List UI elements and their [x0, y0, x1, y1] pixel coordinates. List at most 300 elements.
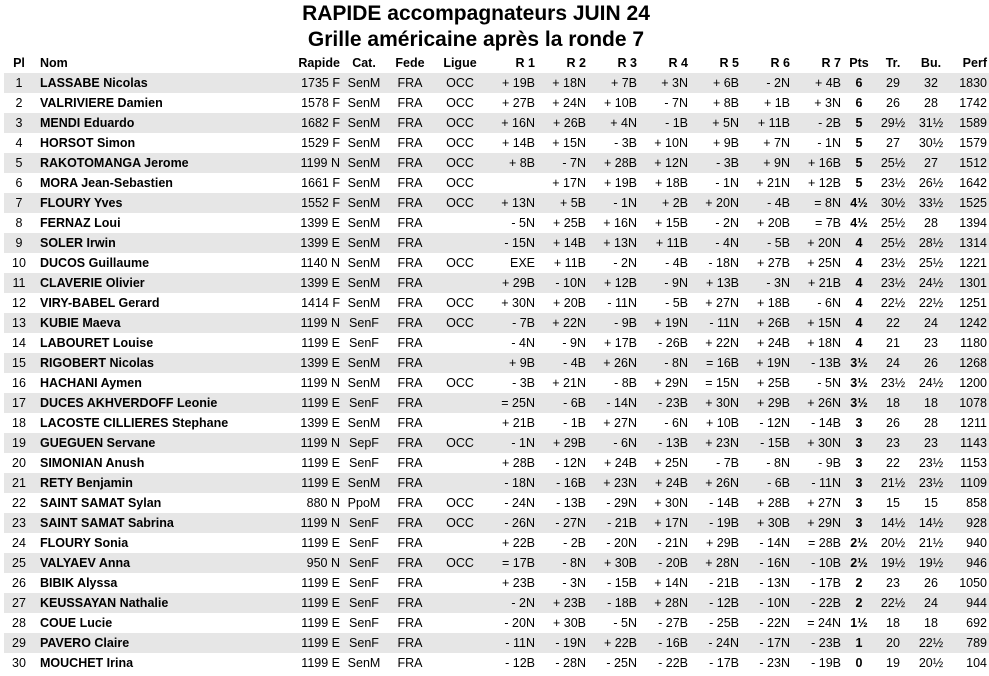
- round-7-cell: - 10B: [792, 553, 843, 573]
- tiebreak-tr-cell: 14½: [875, 513, 911, 533]
- round-2-cell: - 3N: [562, 576, 586, 590]
- rating-cell: 880 N: [306, 496, 340, 510]
- table-row: [4, 213, 989, 233]
- table-row: [4, 273, 989, 293]
- category-cell: SenM: [342, 273, 386, 293]
- round-6-cell: + 30B: [741, 513, 792, 533]
- federation-cell: FRA: [386, 193, 434, 213]
- category-cell: SenF: [349, 456, 379, 470]
- round-4-cell: + 30N: [654, 496, 688, 510]
- points-value: 1½: [850, 616, 868, 630]
- round-3-cell: + 4N: [588, 113, 639, 133]
- points-cell: [843, 653, 875, 673]
- rating-cell: 1199 E: [301, 456, 340, 470]
- round-3-cell: - 20N: [606, 536, 637, 550]
- federation-cell: FRA: [397, 96, 423, 110]
- round-2-cell: - 8N: [537, 553, 588, 573]
- federation-cell: FRA: [397, 416, 423, 430]
- round-1-cell: - 12B: [505, 656, 535, 670]
- player-name-cell: SOLER Irwin: [34, 233, 282, 253]
- table-row: [4, 633, 989, 653]
- round-3-cell: + 30B: [588, 553, 639, 573]
- tiebreak-tr-cell: 20: [875, 633, 911, 653]
- points-value: 3: [855, 496, 863, 510]
- tiebreak-tr-cell: 18: [875, 393, 911, 413]
- rating-cell: 1199 E: [282, 393, 342, 413]
- tiebreak-tr-cell: 30½: [875, 193, 911, 213]
- header-r5: R 5: [719, 56, 739, 70]
- table-row: [4, 133, 989, 153]
- rating-cell: 1399 E: [300, 416, 340, 430]
- round-4-cell: - 4B: [665, 256, 688, 270]
- round-6-cell: - 23N: [759, 656, 790, 670]
- round-4-cell: + 25N: [654, 456, 688, 470]
- table-row: [4, 553, 989, 573]
- rank-cell: 17: [4, 393, 34, 413]
- league-cell: [434, 573, 486, 593]
- rank-cell: 19: [4, 433, 34, 453]
- round-1-cell: = 17B: [486, 553, 537, 573]
- header-perf: Perf: [962, 56, 987, 70]
- table-row: [4, 193, 989, 213]
- league-cell: [434, 213, 486, 233]
- performance-cell: 1221: [959, 256, 987, 270]
- rank-cell: 3: [4, 113, 34, 133]
- round-2-cell: + 15N: [552, 136, 586, 150]
- round-6-cell: - 8N: [766, 456, 790, 470]
- points-cell: [843, 493, 875, 513]
- player-name-cell: DUCES AKHVERDOFF Leonie: [34, 393, 282, 413]
- player-name-cell: GUEGUEN Servane: [34, 433, 282, 453]
- header-r3: R 3: [617, 56, 637, 70]
- round-6-cell: + 19N: [741, 353, 792, 373]
- rank-cell: 21: [4, 473, 34, 493]
- rank-cell: 14: [12, 336, 26, 350]
- header-pl: Pl: [13, 56, 25, 70]
- rank-cell: 25: [4, 553, 34, 573]
- league-cell: OCC: [446, 96, 474, 110]
- round-2-cell: - 4B: [537, 353, 588, 373]
- round-3-cell: - 3B: [614, 136, 637, 150]
- round-4-cell: - 1B: [639, 113, 690, 133]
- points-value: 3½: [850, 376, 868, 390]
- round-2-cell: - 16B: [537, 473, 588, 493]
- tiebreak-tr-cell: 29½: [875, 113, 911, 133]
- round-7-cell: - 17B: [811, 576, 841, 590]
- round-2-cell: + 29B: [537, 433, 588, 453]
- performance-cell: 1211: [960, 416, 987, 430]
- tiebreak-tr-cell: 23½: [875, 273, 911, 293]
- round-4-cell: + 24B: [639, 473, 690, 493]
- points-cell: [843, 193, 875, 213]
- category-cell: SenM: [342, 233, 386, 253]
- player-name-cell: BIBIK Alyssa: [40, 576, 118, 590]
- round-7-cell: = 28B: [807, 536, 841, 550]
- tiebreak-bu-cell: 23: [924, 336, 938, 350]
- player-name-cell: RETY Benjamin: [34, 473, 282, 493]
- round-6-cell: + 18B: [756, 296, 790, 310]
- round-7-cell: = 8N: [792, 193, 843, 213]
- league-cell: OCC: [434, 193, 486, 213]
- rating-cell: 1199 N: [282, 313, 342, 333]
- round-5-cell: - 21B: [709, 576, 739, 590]
- header-ligue: Ligue: [443, 56, 477, 70]
- tiebreak-bu-cell: 23½: [911, 473, 951, 493]
- tiebreak-tr-cell: 23: [886, 576, 900, 590]
- rating-cell: 1399 E: [282, 353, 342, 373]
- points-cell: [843, 353, 875, 373]
- federation-cell: FRA: [386, 633, 434, 653]
- round-3-cell: + 27N: [603, 416, 637, 430]
- round-1-cell: + 30N: [501, 296, 535, 310]
- round-6-cell: - 22N: [759, 616, 790, 630]
- player-name-cell: VALYAEV Anna: [34, 553, 282, 573]
- round-2-cell: - 2B: [563, 536, 586, 550]
- round-4-cell: - 6N: [664, 416, 688, 430]
- round-5-cell: + 30N: [690, 393, 741, 413]
- points-cell: [843, 513, 875, 533]
- table-row: [4, 513, 989, 533]
- performance-cell: 1242: [951, 313, 989, 333]
- round-7-cell: = 7B: [814, 216, 841, 230]
- points-cell: [843, 233, 875, 253]
- table-row: [4, 653, 989, 673]
- player-name-cell: VIRY-BABEL Gerard: [40, 296, 160, 310]
- round-3-cell: - 21B: [588, 513, 639, 533]
- round-2-cell: + 22N: [537, 313, 588, 333]
- federation-cell: FRA: [397, 176, 423, 190]
- round-3-cell: - 1N: [588, 193, 639, 213]
- round-4-cell: - 5B: [665, 296, 688, 310]
- round-2-cell: - 7N: [537, 153, 588, 173]
- league-cell: [434, 473, 486, 493]
- round-6-cell: + 1B: [763, 96, 790, 110]
- player-name-cell: CLAVERIE Olivier: [34, 273, 282, 293]
- round-7-cell: = 24N: [807, 616, 841, 630]
- round-7-cell: - 14B: [811, 416, 841, 430]
- round-3-cell: - 2N: [613, 256, 637, 270]
- federation-cell: FRA: [386, 393, 434, 413]
- round-5-cell: + 13B: [690, 273, 741, 293]
- tiebreak-tr-cell: 23½: [880, 376, 906, 390]
- round-5-cell: + 8B: [712, 96, 739, 110]
- round-7-cell: + 26N: [792, 393, 843, 413]
- round-5-cell: + 10B: [705, 416, 739, 430]
- league-cell: OCC: [434, 313, 486, 333]
- rank-cell: 4: [15, 136, 23, 150]
- round-4-cell: + 15B: [654, 216, 688, 230]
- rank-cell: 8: [15, 216, 23, 230]
- rating-cell: 1399 E: [282, 233, 342, 253]
- round-6-cell: - 2N: [741, 73, 792, 93]
- tiebreak-bu-cell: 30½: [918, 136, 944, 150]
- category-cell: SenM: [342, 353, 386, 373]
- rating-cell: 1199 E: [282, 593, 342, 613]
- tiebreak-bu-cell: 23: [911, 433, 951, 453]
- tiebreak-bu-cell: 19½: [911, 553, 951, 573]
- performance-cell: 789: [951, 633, 989, 653]
- points-value: 4: [855, 256, 863, 270]
- category-cell: SenM: [347, 656, 381, 670]
- tiebreak-tr-cell: 25½: [875, 233, 911, 253]
- round-7-cell: + 16B: [792, 153, 843, 173]
- tiebreak-bu-cell: 15: [924, 496, 938, 510]
- round-3-cell: - 9B: [588, 313, 639, 333]
- player-name-cell: MENDI Eduardo: [34, 113, 282, 133]
- federation-cell: FRA: [397, 376, 423, 390]
- rank-cell: 7: [4, 193, 34, 213]
- performance-cell: 1830: [951, 73, 989, 93]
- league-cell: OCC: [434, 513, 486, 533]
- league-cell: OCC: [446, 176, 474, 190]
- round-1-cell: + 19B: [486, 73, 537, 93]
- points-value: 3: [855, 436, 863, 450]
- round-1-cell: + 23B: [501, 576, 535, 590]
- points-cell: [843, 553, 875, 573]
- points-value: 2½: [850, 556, 868, 570]
- round-7-cell: - 5N: [817, 376, 841, 390]
- category-cell: SenM: [347, 376, 381, 390]
- round-3-cell: - 6N: [588, 433, 639, 453]
- round-1-cell: + 14B: [501, 136, 535, 150]
- points-value: 4: [855, 316, 863, 330]
- rank-cell: 15: [4, 353, 34, 373]
- league-cell: OCC: [446, 256, 474, 270]
- player-name-cell: LABOURET Louise: [40, 336, 154, 350]
- round-4-cell: + 19N: [639, 313, 690, 333]
- points-value: 2½: [850, 536, 868, 550]
- round-6-cell: - 3N: [741, 273, 792, 293]
- round-7-cell: + 12B: [807, 176, 841, 190]
- round-4-cell: - 21N: [657, 536, 688, 550]
- header-r1: R 1: [515, 56, 535, 70]
- round-4-cell: + 17N: [639, 513, 690, 533]
- round-1-cell: + 16N: [486, 113, 537, 133]
- category-cell: SenM: [347, 136, 381, 150]
- round-3-cell: + 26N: [588, 353, 639, 373]
- tiebreak-bu-cell: 28: [924, 216, 938, 230]
- tiebreak-bu-cell: 21½: [918, 536, 944, 550]
- round-4-cell: + 29N: [654, 376, 688, 390]
- points-cell: [843, 413, 875, 433]
- round-2-cell: - 28N: [555, 656, 586, 670]
- round-5-cell: - 25B: [709, 616, 739, 630]
- table-row: [4, 453, 989, 473]
- category-cell: SenF: [342, 593, 386, 613]
- points-value: 4: [855, 336, 863, 350]
- round-1-cell: - 2N: [486, 593, 537, 613]
- round-1-cell: + 27B: [501, 96, 535, 110]
- round-1-cell: - 26N: [486, 513, 537, 533]
- rating-cell: 1735 F: [282, 73, 342, 93]
- performance-cell: 1268: [951, 353, 989, 373]
- points-cell: [843, 613, 875, 633]
- points-value: 4½: [850, 196, 868, 210]
- points-cell: [843, 113, 875, 133]
- round-7-cell: + 29N: [792, 513, 843, 533]
- round-6-cell: - 5B: [741, 233, 792, 253]
- round-6-cell: - 10N: [741, 593, 792, 613]
- points-cell: [843, 453, 875, 473]
- round-2-cell: + 14B: [537, 233, 588, 253]
- tiebreak-bu-cell: 25½: [918, 256, 944, 270]
- table-row: [4, 613, 989, 633]
- player-name-cell: LACOSTE CILLIERES Stephane: [40, 416, 229, 430]
- tiebreak-tr-cell: 25½: [875, 153, 911, 173]
- round-5-cell: + 28N: [690, 553, 741, 573]
- performance-cell: 946: [951, 553, 989, 573]
- round-3-cell: - 15B: [607, 576, 637, 590]
- round-7-cell: + 3N: [814, 96, 841, 110]
- table-row: [4, 93, 989, 113]
- round-7-cell: - 23B: [792, 633, 843, 653]
- performance-cell: 1301: [951, 273, 989, 293]
- round-2-cell: - 13B: [556, 496, 586, 510]
- table-row: [4, 173, 989, 193]
- category-cell: SenF: [349, 576, 379, 590]
- category-cell: SenF: [349, 536, 379, 550]
- rank-cell: 2: [15, 96, 23, 110]
- category-cell: SenM: [347, 256, 381, 270]
- category-cell: SenF: [342, 633, 386, 653]
- table-row: [4, 313, 989, 333]
- round-5-cell: = 16B: [690, 353, 741, 373]
- rank-cell: 26: [12, 576, 26, 590]
- league-cell: [434, 633, 486, 653]
- round-3-cell: - 25N: [606, 656, 637, 670]
- rating-cell: 1199 N: [282, 153, 342, 173]
- performance-cell: 1153: [960, 456, 987, 470]
- round-5-cell: + 29B: [705, 536, 739, 550]
- performance-cell: 940: [966, 536, 987, 550]
- round-6-cell: + 26B: [741, 313, 792, 333]
- tiebreak-bu-cell: 18: [911, 393, 951, 413]
- league-cell: [434, 353, 486, 373]
- round-3-cell: + 7B: [588, 73, 639, 93]
- header-r7: R 7: [821, 56, 841, 70]
- round-5-cell: - 1N: [715, 176, 739, 190]
- round-1-cell: - 11N: [486, 633, 537, 653]
- performance-cell: 1394: [959, 216, 987, 230]
- rank-cell: 28: [12, 616, 26, 630]
- rating-cell: 1199 E: [282, 473, 342, 493]
- table-row: [4, 253, 989, 273]
- rank-cell: 18: [12, 416, 26, 430]
- category-cell: SenF: [342, 553, 386, 573]
- points-cell: [843, 473, 875, 493]
- player-name-cell: FLOURY Sonia: [40, 536, 129, 550]
- federation-cell: FRA: [386, 473, 434, 493]
- league-cell: OCC: [434, 153, 486, 173]
- round-5-cell: - 18N: [708, 256, 739, 270]
- table-row: [4, 533, 989, 553]
- table-row: [4, 153, 989, 173]
- tiebreak-tr-cell: 21½: [875, 473, 911, 493]
- round-7-cell: - 6N: [817, 296, 841, 310]
- round-7-cell: - 13B: [792, 353, 843, 373]
- league-cell: OCC: [434, 113, 486, 133]
- performance-cell: 692: [966, 616, 987, 630]
- federation-cell: FRA: [397, 296, 423, 310]
- player-name-cell: DUCOS Guillaume: [40, 256, 150, 270]
- tiebreak-bu-cell: 33½: [911, 193, 951, 213]
- header-r2: R 2: [566, 56, 586, 70]
- points-value: 5: [855, 136, 863, 150]
- round-7-cell: + 18N: [807, 336, 841, 350]
- points-cell: [843, 273, 875, 293]
- round-6-cell: - 14N: [759, 536, 790, 550]
- player-name-cell: KUBIE Maeva: [34, 313, 282, 333]
- round-6-cell: + 9N: [741, 153, 792, 173]
- federation-cell: FRA: [397, 616, 423, 630]
- points-cell: [843, 73, 875, 93]
- round-3-cell: - 14N: [588, 393, 639, 413]
- rating-cell: 1199 E: [301, 576, 340, 590]
- rating-cell: 1414 F: [301, 296, 340, 310]
- tiebreak-bu-cell: 28: [924, 96, 938, 110]
- round-5-cell: - 17B: [709, 656, 739, 670]
- round-2-cell: - 10N: [537, 273, 588, 293]
- round-6-cell: - 6B: [741, 473, 792, 493]
- federation-cell: FRA: [397, 336, 423, 350]
- table-row: [4, 373, 989, 393]
- round-6-cell: - 4B: [741, 193, 792, 213]
- points-value: 3: [855, 476, 863, 490]
- tiebreak-tr-cell: 15: [886, 496, 900, 510]
- round-7-cell: + 27N: [807, 496, 841, 510]
- tiebreak-tr-cell: 18: [886, 616, 900, 630]
- rank-cell: 20: [12, 456, 26, 470]
- table-row: [4, 433, 989, 453]
- round-4-cell: + 18B: [654, 176, 688, 190]
- round-1-cell: - 5N: [511, 216, 535, 230]
- rank-cell: 16: [12, 376, 26, 390]
- points-cell: [843, 593, 875, 613]
- rating-cell: 1682 F: [282, 113, 342, 133]
- round-6-cell: + 21N: [756, 176, 790, 190]
- round-4-cell: - 7N: [664, 96, 688, 110]
- performance-cell: 1143: [951, 433, 989, 453]
- round-7-cell: + 30N: [792, 433, 843, 453]
- round-2-cell: + 21N: [552, 376, 586, 390]
- league-cell: OCC: [434, 433, 486, 453]
- round-1-cell: - 3B: [512, 376, 535, 390]
- rating-cell: 1199 N: [282, 433, 342, 453]
- tiebreak-tr-cell: 21: [886, 336, 900, 350]
- points-value: 4: [855, 236, 863, 250]
- round-5-cell: - 24N: [690, 633, 741, 653]
- points-value: 5: [855, 156, 863, 170]
- league-cell: [434, 613, 486, 633]
- federation-cell: FRA: [397, 656, 423, 670]
- round-5-cell: + 23N: [690, 433, 741, 453]
- round-2-cell: - 12N: [555, 456, 586, 470]
- tiebreak-tr-cell: 19½: [875, 553, 911, 573]
- round-1-cell: + 22B: [501, 536, 535, 550]
- round-1-cell: - 7B: [486, 313, 537, 333]
- performance-cell: 1109: [951, 473, 989, 493]
- rating-cell: 1661 F: [301, 176, 340, 190]
- performance-cell: 1512: [951, 153, 989, 173]
- player-name-cell: COUE Lucie: [40, 616, 113, 630]
- round-2-cell: + 17N: [552, 176, 586, 190]
- round-2-cell: + 25B: [552, 216, 586, 230]
- tiebreak-bu-cell: 27: [911, 153, 951, 173]
- round-3-cell: - 5N: [613, 616, 637, 630]
- round-5-cell: + 9B: [712, 136, 739, 150]
- rating-cell: 1399 E: [282, 273, 342, 293]
- rank-cell: 27: [4, 593, 34, 613]
